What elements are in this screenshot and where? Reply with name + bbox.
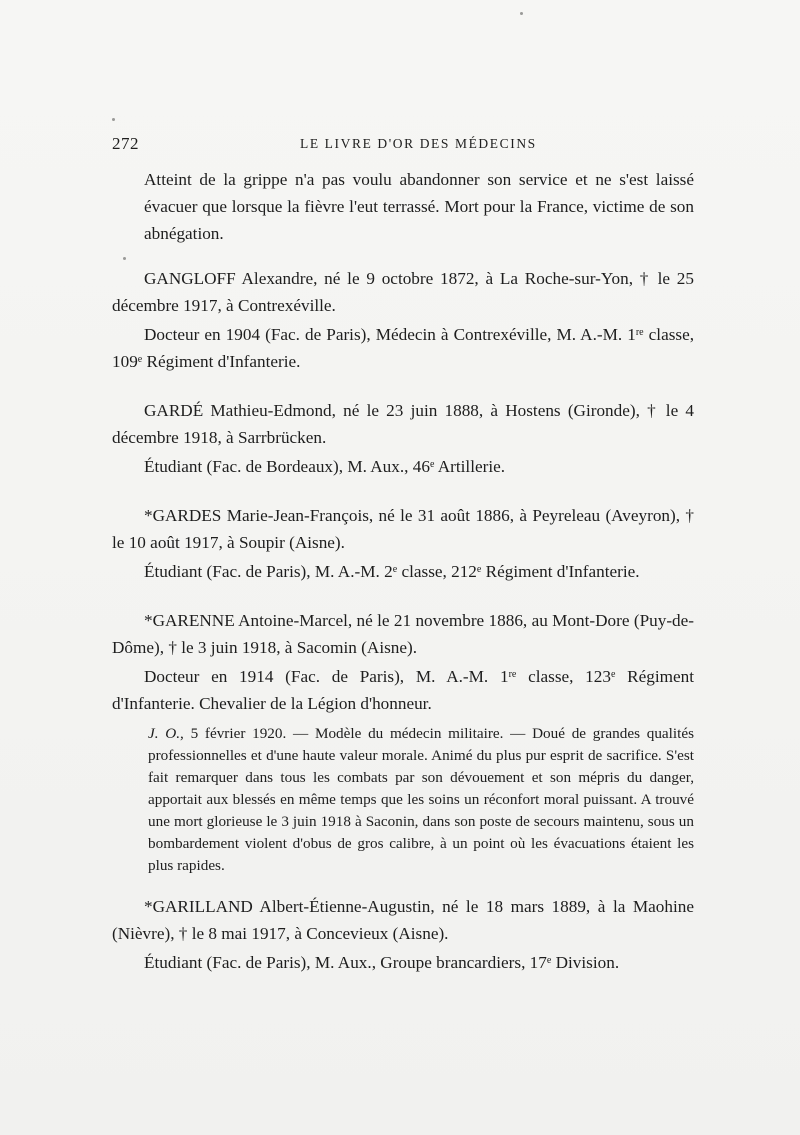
entry-gangloff [112,265,694,375]
entry-bio: GARDÉ Mathieu-Edmond, né le 23 juin 1888, à Hostens (Gironde), † le 4 décembre 1918, à Sarrbrücken. [112,401,694,447]
entry-garilland [112,893,694,976]
service-superscript: re [635,327,644,338]
service-text: Étudiant (Fac. de Paris), M. Aux., Groupe brancardiers, 17 [144,953,547,972]
service-text: classe, 212 [397,562,477,581]
entry-service [112,453,694,480]
entry-service [112,949,694,976]
entry-service [112,663,694,717]
citation-source: J. O. [148,725,181,742]
service-text: Régiment d'Infanterie. [481,562,640,581]
service-superscript: e [137,354,143,365]
service-superscript: re [508,669,517,680]
service-superscript: e [392,564,398,575]
service-text: Docteur en 1914 (Fac. de Paris), M. A.-M. 1 [144,667,509,686]
page-content [112,166,694,976]
entry-bio: *GARENNE Antoine-Marcel, né le 21 novembre 1886, au Mont-Dore (Puy-de-Dôme), † le 3 juin 1918, à Sacomin (Aisne). [112,611,694,657]
scan-speck [520,12,523,15]
service-text: Artillerie. [434,457,506,476]
scan-speck [112,118,115,121]
page-number: 272 [112,134,139,153]
service-text: Étudiant (Fac. de Bordeaux), M. Aux., 46 [144,457,430,476]
service-text: Docteur en 1904 (Fac. de Paris), Médecin à Contrexéville, M. A.-M. 1 [144,325,636,344]
entry-service [112,558,694,585]
citation-text: , 5 février 1920. — Modèle du médecin militaire. — Doué de grandes qualités professionnelles et d'une haute valeur morale. Animé du plus pur esprit de sacrifice. S'est fait remarquer dans tous les combats par son dévouement et son mépris du danger, apportait aux blessés en même temps que les soins un réconfort moral puissant. A trouvé une mort glorieuse le 3 juin 1918 à Saconin, dans son poste de secours maintenu, sous un bombardement violent d'obus de gros calibre, à un point où les évacuations étaient les plus rapides. [148,725,694,874]
page-header [112,134,694,160]
service-text: classe, 109 [112,325,694,371]
service-text: classe, 123 [516,667,611,686]
entry-gardes [112,502,694,585]
entry-service [112,321,694,375]
intro-paragraph: Atteint de la grippe n'a pas voulu abandonner son service et ne s'est laissé évacuer que lorsque la fièvre l'eut terrassé. Mort pour la France, victime de son abnégation. [144,170,694,243]
citation [112,723,694,877]
service-superscript: e [429,459,435,470]
service-text: Régiment d'Infanterie. Chevalier de la Légion d'honneur. [112,667,694,713]
service-superscript: e [476,564,482,575]
entry-garde [112,397,694,480]
entry-bio: GANGLOFF Alexandre, né le 9 octobre 1872, à La Roche-sur-Yon, † le 25 décembre 1917, à Contrexéville. [112,269,694,315]
entry-garenne [112,607,694,877]
service-text: Régiment d'Infanterie. [142,352,301,371]
service-superscript: e [610,669,616,680]
service-superscript: e [546,955,552,966]
running-title: LE LIVRE D'OR DES MÉDECINS [300,136,537,151]
service-text: Étudiant (Fac. de Paris), M. A.-M. 2 [144,562,393,581]
entry-bio: *GARILLAND Albert-Étienne-Augustin, né le 18 mars 1889, à la Maohine (Nièvre), † le 8 mai 1917, à Concevieux (Aisne). [112,897,694,943]
service-text: Division. [551,953,620,972]
entry-bio: *GARDES Marie-Jean-François, né le 31 août 1886, à Peyreleau (Aveyron), † le 10 août 1917, à Soupir (Aisne). [112,506,694,552]
